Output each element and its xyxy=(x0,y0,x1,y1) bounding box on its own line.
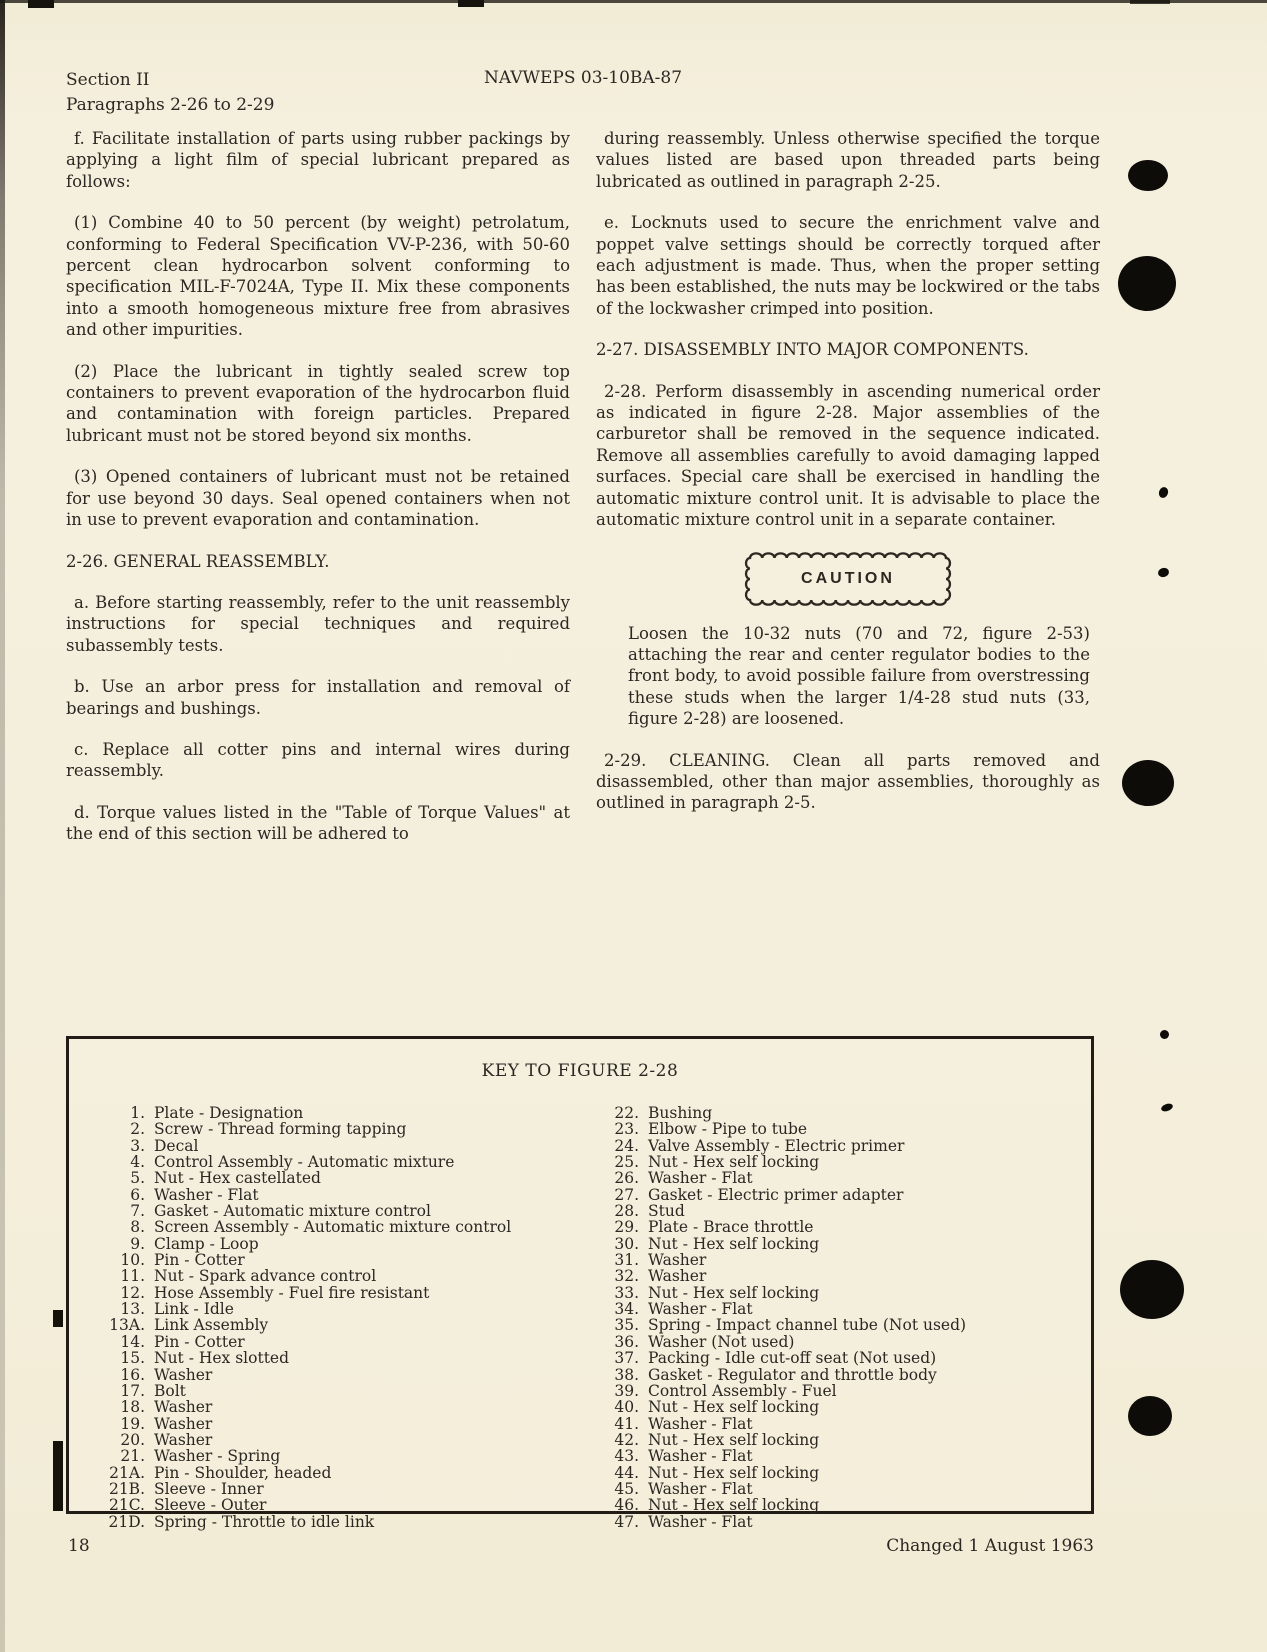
key-item-label: Plate - Brace throttle xyxy=(648,1218,814,1237)
key-item-number: 24. xyxy=(614,1136,639,1155)
key-item-label: Control Assembly - Automatic mixture xyxy=(154,1153,455,1172)
key-item-label: Screen Assembly - Automatic mixture control xyxy=(154,1218,512,1237)
key-item xyxy=(587,1448,1081,1464)
key-item-label: Stud xyxy=(648,1202,685,1221)
key-item-number: 22. xyxy=(614,1104,639,1122)
heading-2-26: 2-26. GENERAL REASSEMBLY. xyxy=(66,551,330,571)
key-item-label: Hose Assembly - Fuel fire resistant xyxy=(154,1283,430,1302)
key-item-label: Washer xyxy=(154,1430,213,1449)
key-item-label: Plate - Designation xyxy=(154,1104,304,1122)
key-item xyxy=(587,1481,1081,1497)
key-item-number: 31. xyxy=(614,1251,639,1270)
key-item-number: 4. xyxy=(130,1153,145,1172)
key-item xyxy=(587,1301,1081,1317)
key-item-number: 33. xyxy=(614,1283,639,1302)
key-item xyxy=(587,1138,1081,1154)
key-item-label: Washer - Flat xyxy=(648,1414,753,1433)
key-item-number: 28. xyxy=(614,1202,639,1221)
key-item-number: 11. xyxy=(120,1267,145,1286)
ink-speck xyxy=(1157,486,1169,499)
key-item xyxy=(587,1350,1081,1366)
paragraph-2: (2) Place the lubricant in tightly sealed screw top containers to prevent evaporation of the hydrocarbon fluid and contamination with foreign particles. Prepared lubricant must not be stored beyond six months. xyxy=(66,361,570,445)
paragraph-range-label: Paragraphs 2-26 to 2-29 xyxy=(66,95,275,115)
page-number: 18 xyxy=(68,1536,90,1556)
ink-speck xyxy=(1157,567,1170,579)
key-item-label: Washer xyxy=(648,1267,707,1286)
key-to-figure-box xyxy=(66,1036,1094,1531)
key-item-label: Nut - Hex self locking xyxy=(648,1153,820,1172)
key-item-label: Washer xyxy=(154,1365,213,1384)
punch-hole-mark xyxy=(1118,256,1176,311)
key-item-number: 29. xyxy=(614,1218,639,1237)
key-item-number: 44. xyxy=(614,1463,639,1482)
key-item-label: Nut - Hex self locking xyxy=(648,1463,820,1482)
key-item-label: Nut - Hex self locking xyxy=(648,1234,820,1253)
key-item xyxy=(587,1383,1081,1399)
key-item-label: Pin - Shoulder, headed xyxy=(154,1463,332,1482)
key-item-number: 16. xyxy=(120,1365,145,1384)
key-item-number: 21B. xyxy=(108,1479,145,1498)
paragraph-b: b. Use an arbor press for installation and removal of bearings and bushings. xyxy=(66,677,570,718)
key-item xyxy=(93,1285,587,1301)
key-item-label: Washer xyxy=(648,1251,707,1270)
key-item xyxy=(93,1187,587,1203)
section-label: Section II xyxy=(66,70,150,90)
key-item-label: Packing - Idle cut-off seat (Not used) xyxy=(648,1349,937,1368)
caution-box xyxy=(743,551,953,607)
key-item-number: 3. xyxy=(130,1136,145,1155)
key-item-label: Washer xyxy=(154,1414,213,1433)
key-item-label: Decal xyxy=(154,1136,199,1155)
key-item xyxy=(93,1416,587,1432)
key-item-label: Pin - Cotter xyxy=(154,1251,245,1270)
key-item-label: Nut - Hex self locking xyxy=(648,1398,820,1417)
key-item xyxy=(93,1252,587,1268)
key-item-number: 35. xyxy=(614,1316,639,1335)
key-item-number: 25. xyxy=(614,1153,639,1172)
change-bar xyxy=(53,1310,63,1327)
key-box-title: KEY TO FIGURE 2-28 xyxy=(481,1061,679,1081)
body-columns xyxy=(66,128,1100,865)
key-item xyxy=(587,1105,1081,1121)
key-item xyxy=(93,1154,587,1170)
key-item-number: 13A. xyxy=(109,1316,145,1335)
key-item xyxy=(587,1317,1081,1333)
key-item xyxy=(93,1170,587,1186)
key-item xyxy=(93,1301,587,1317)
heading-2-27: 2-27. DISASSEMBLY INTO MAJOR COMPONENTS. xyxy=(596,340,1029,360)
key-item-number: 40. xyxy=(614,1398,639,1417)
doc-number: NAVWEPS 03-10BA-87 xyxy=(483,68,683,88)
key-item xyxy=(587,1465,1081,1481)
paragraph-3: (3) Opened containers of lubricant must not be retained for use beyond 30 days. Seal opened containers when not in use to prevent evaporation and contamination. xyxy=(66,467,570,530)
key-item xyxy=(93,1514,587,1530)
key-item-number: 19. xyxy=(120,1414,145,1433)
key-item xyxy=(587,1203,1081,1219)
key-item-label: Sleeve - Inner xyxy=(154,1479,264,1498)
key-item-number: 1. xyxy=(130,1104,145,1122)
key-item-label: Washer xyxy=(154,1398,213,1417)
key-item xyxy=(587,1285,1081,1301)
scan-mark xyxy=(28,0,54,8)
key-item-label: Washer - Flat xyxy=(648,1512,753,1531)
ink-speck xyxy=(1160,1030,1169,1039)
caution-text: Loosen the 10-32 nuts (70 and 72, figure 2-53) attaching the rear and center regulator bodies to the front body, to avoid possible failure from overstressing these studs when the larger 1/4-28 stud nuts (33, figure 2-28) are loosened. xyxy=(628,623,1090,729)
key-item-label: Sleeve - Outer xyxy=(154,1496,267,1515)
key-item xyxy=(587,1399,1081,1415)
key-item-label: Nut - Hex self locking xyxy=(648,1430,820,1449)
key-item-label: Bushing xyxy=(648,1104,713,1122)
key-item xyxy=(93,1317,587,1333)
key-item xyxy=(93,1432,587,1448)
key-item-label: Pin - Cotter xyxy=(154,1332,245,1351)
scan-mark xyxy=(458,0,484,7)
key-item-label: Gasket - Electric primer adapter xyxy=(648,1185,904,1204)
key-item-number: 7. xyxy=(130,1202,145,1221)
key-item xyxy=(93,1465,587,1481)
key-item-label: Washer - Flat xyxy=(648,1479,753,1498)
key-item-label: Nut - Hex castellated xyxy=(154,1169,321,1188)
key-item-label: Link Assembly xyxy=(154,1316,269,1335)
key-item-number: 9. xyxy=(130,1234,145,1253)
key-item xyxy=(93,1399,587,1415)
key-item-number: 32. xyxy=(614,1267,639,1286)
key-item xyxy=(587,1334,1081,1350)
scan-mark xyxy=(1130,0,1170,4)
key-item xyxy=(93,1268,587,1284)
key-item-number: 30. xyxy=(614,1234,639,1253)
key-item-number: 27. xyxy=(614,1185,639,1204)
key-item-number: 23. xyxy=(614,1120,639,1139)
key-item xyxy=(587,1514,1081,1530)
key-item-label: Clamp - Loop xyxy=(154,1234,259,1253)
key-item-number: 47. xyxy=(614,1512,639,1531)
key-item-number: 43. xyxy=(614,1447,639,1466)
key-item-number: 21D. xyxy=(108,1512,145,1531)
key-item xyxy=(93,1138,587,1154)
key-item-label: Gasket - Regulator and throttle body xyxy=(648,1365,937,1384)
ink-speck xyxy=(1160,1102,1174,1113)
key-item xyxy=(93,1481,587,1497)
key-right-column xyxy=(587,1105,1081,1530)
key-item-label: Elbow - Pipe to tube xyxy=(648,1120,808,1139)
punch-hole-mark xyxy=(1128,1396,1172,1436)
key-item xyxy=(93,1383,587,1399)
key-item-number: 8. xyxy=(130,1218,145,1237)
paragraph-c: c. Replace all cotter pins and internal wires during reassembly. xyxy=(66,739,570,781)
key-item xyxy=(587,1219,1081,1235)
key-item-label: Nut - Hex self locking xyxy=(648,1283,820,1302)
key-item-number: 36. xyxy=(614,1332,639,1351)
key-item-label: Spring - Impact channel tube (Not used) xyxy=(648,1316,967,1335)
key-item-label: Spring - Throttle to idle link xyxy=(154,1512,375,1531)
key-item-number: 46. xyxy=(614,1496,639,1515)
key-item-label: Gasket - Automatic mixture control xyxy=(154,1202,431,1221)
key-item-number: 21C. xyxy=(109,1496,145,1515)
key-item-number: 6. xyxy=(130,1185,145,1204)
key-item-label: Valve Assembly - Electric primer xyxy=(648,1136,905,1155)
key-item xyxy=(93,1334,587,1350)
key-item-number: 5. xyxy=(130,1169,145,1188)
key-item xyxy=(587,1121,1081,1137)
key-left-column xyxy=(93,1105,587,1530)
key-item xyxy=(587,1187,1081,1203)
key-item-label: Washer - Flat xyxy=(648,1300,753,1319)
key-item-number: 34. xyxy=(614,1300,639,1319)
paragraph-2-29: 2-29. CLEANING. Clean all parts removed and disassembled, other than major assemblies, thoroughly as outlined in paragraph 2-5. xyxy=(596,750,1100,813)
key-item xyxy=(587,1170,1081,1186)
key-item-number: 12. xyxy=(120,1283,145,1302)
change-bar xyxy=(53,1441,63,1511)
key-item-number: 14. xyxy=(120,1332,145,1351)
left-column xyxy=(66,128,570,865)
key-item xyxy=(93,1350,587,1366)
key-item xyxy=(587,1367,1081,1383)
key-item-number: 10. xyxy=(120,1251,145,1270)
key-item xyxy=(587,1252,1081,1268)
key-item-label: Nut - Hex self locking xyxy=(648,1496,820,1515)
key-item-label: Control Assembly - Fuel xyxy=(648,1381,837,1400)
key-item-number: 17. xyxy=(120,1381,145,1400)
key-item-number: 39. xyxy=(614,1381,639,1400)
key-item-label: Link - Idle xyxy=(154,1300,234,1319)
key-item xyxy=(587,1268,1081,1284)
key-item xyxy=(587,1236,1081,1252)
key-item-number: 15. xyxy=(120,1349,145,1368)
paragraph-1: (1) Combine 40 to 50 percent (by weight) petrolatum, conforming to Federal Specification VV-P-236, with 50-60 percent clean hydrocarbon solvent conforming to specification MIL-F-7024A, Type II. Mix these components into a smooth homogeneous mixture free from abrasives and other impurities. xyxy=(66,213,570,340)
key-item-number: 2. xyxy=(130,1120,145,1139)
key-item-number: 21A. xyxy=(109,1463,145,1482)
key-item-number: 26. xyxy=(614,1169,639,1188)
punch-hole-mark xyxy=(1122,760,1174,806)
paragraph-f: f. Facilitate installation of parts using rubber packings by applying a light film of special lubricant prepared as follows: xyxy=(66,129,570,191)
key-item xyxy=(93,1219,587,1235)
key-item-number: 42. xyxy=(614,1430,639,1449)
key-item xyxy=(587,1497,1081,1513)
key-item-label: Washer (Not used) xyxy=(648,1332,795,1351)
right-column xyxy=(596,128,1100,865)
key-item-label: Washer - Flat xyxy=(648,1447,753,1466)
key-item-label: Washer - Spring xyxy=(154,1447,281,1466)
key-item-label: Washer - Flat xyxy=(154,1185,259,1204)
key-item-number: 18. xyxy=(120,1398,145,1417)
key-item xyxy=(93,1367,587,1383)
key-item-number: 20. xyxy=(120,1430,145,1449)
key-item-number: 37. xyxy=(614,1349,639,1368)
paragraph-continuation: during reassembly. Unless otherwise specified the torque values listed are based upon threaded parts being lubricated as outlined in paragraph 2-25. xyxy=(596,129,1100,191)
scan-edge-top xyxy=(0,0,1267,3)
key-item xyxy=(93,1203,587,1219)
key-item xyxy=(93,1105,587,1121)
key-box-columns xyxy=(69,1105,1091,1530)
paragraph-a: a. Before starting reassembly, refer to the unit reassembly instructions for special techniques and required subassembly tests. xyxy=(66,592,570,655)
key-item-label: Screw - Thread forming tapping xyxy=(154,1120,407,1139)
key-item xyxy=(587,1432,1081,1448)
punch-hole-mark xyxy=(1128,160,1168,191)
key-item xyxy=(587,1154,1081,1170)
key-item-label: Washer - Flat xyxy=(648,1169,753,1188)
key-item xyxy=(93,1236,587,1252)
paragraph-d: d. Torque values listed in the "Table of Torque Values" at the end of this section will be adhered to xyxy=(66,802,570,844)
caution-label: CAUTION xyxy=(801,570,895,588)
key-item-number: 21. xyxy=(120,1447,145,1466)
key-item xyxy=(587,1416,1081,1432)
key-item-label: Bolt xyxy=(154,1381,186,1400)
key-item xyxy=(93,1448,587,1464)
key-item xyxy=(93,1497,587,1513)
key-item-label: Nut - Hex slotted xyxy=(154,1349,290,1368)
paragraph-2-28: 2-28. Perform disassembly in ascending numerical order as indicated in figure 2-28. Major assemblies of the carburetor shall be removed in the sequence indicated. Remove all assemblies carefully to avoid damaging lapped surfaces. Special care shall be exercised in handling the automatic mixture control unit. It is advisable to place the automatic mixture control unit in a separate container. xyxy=(596,381,1100,530)
punch-hole-mark xyxy=(1120,1260,1184,1319)
changed-note: Changed 1 August 1963 xyxy=(886,1536,1094,1556)
key-item-number: 45. xyxy=(614,1479,639,1498)
scan-edge-left xyxy=(0,0,5,1652)
key-item xyxy=(93,1121,587,1137)
key-item-number: 13. xyxy=(120,1300,145,1319)
key-item-number: 41. xyxy=(614,1414,639,1433)
key-item-number: 38. xyxy=(614,1365,639,1384)
paragraph-e: e. Locknuts used to secure the enrichment valve and poppet valve settings should be correctly torqued after each adjustment is made. Thus, when the proper setting has been established, the nuts may be lockwired or the tabs of the lockwasher crimped into position. xyxy=(596,213,1100,318)
key-item-label: Nut - Spark advance control xyxy=(154,1267,377,1286)
